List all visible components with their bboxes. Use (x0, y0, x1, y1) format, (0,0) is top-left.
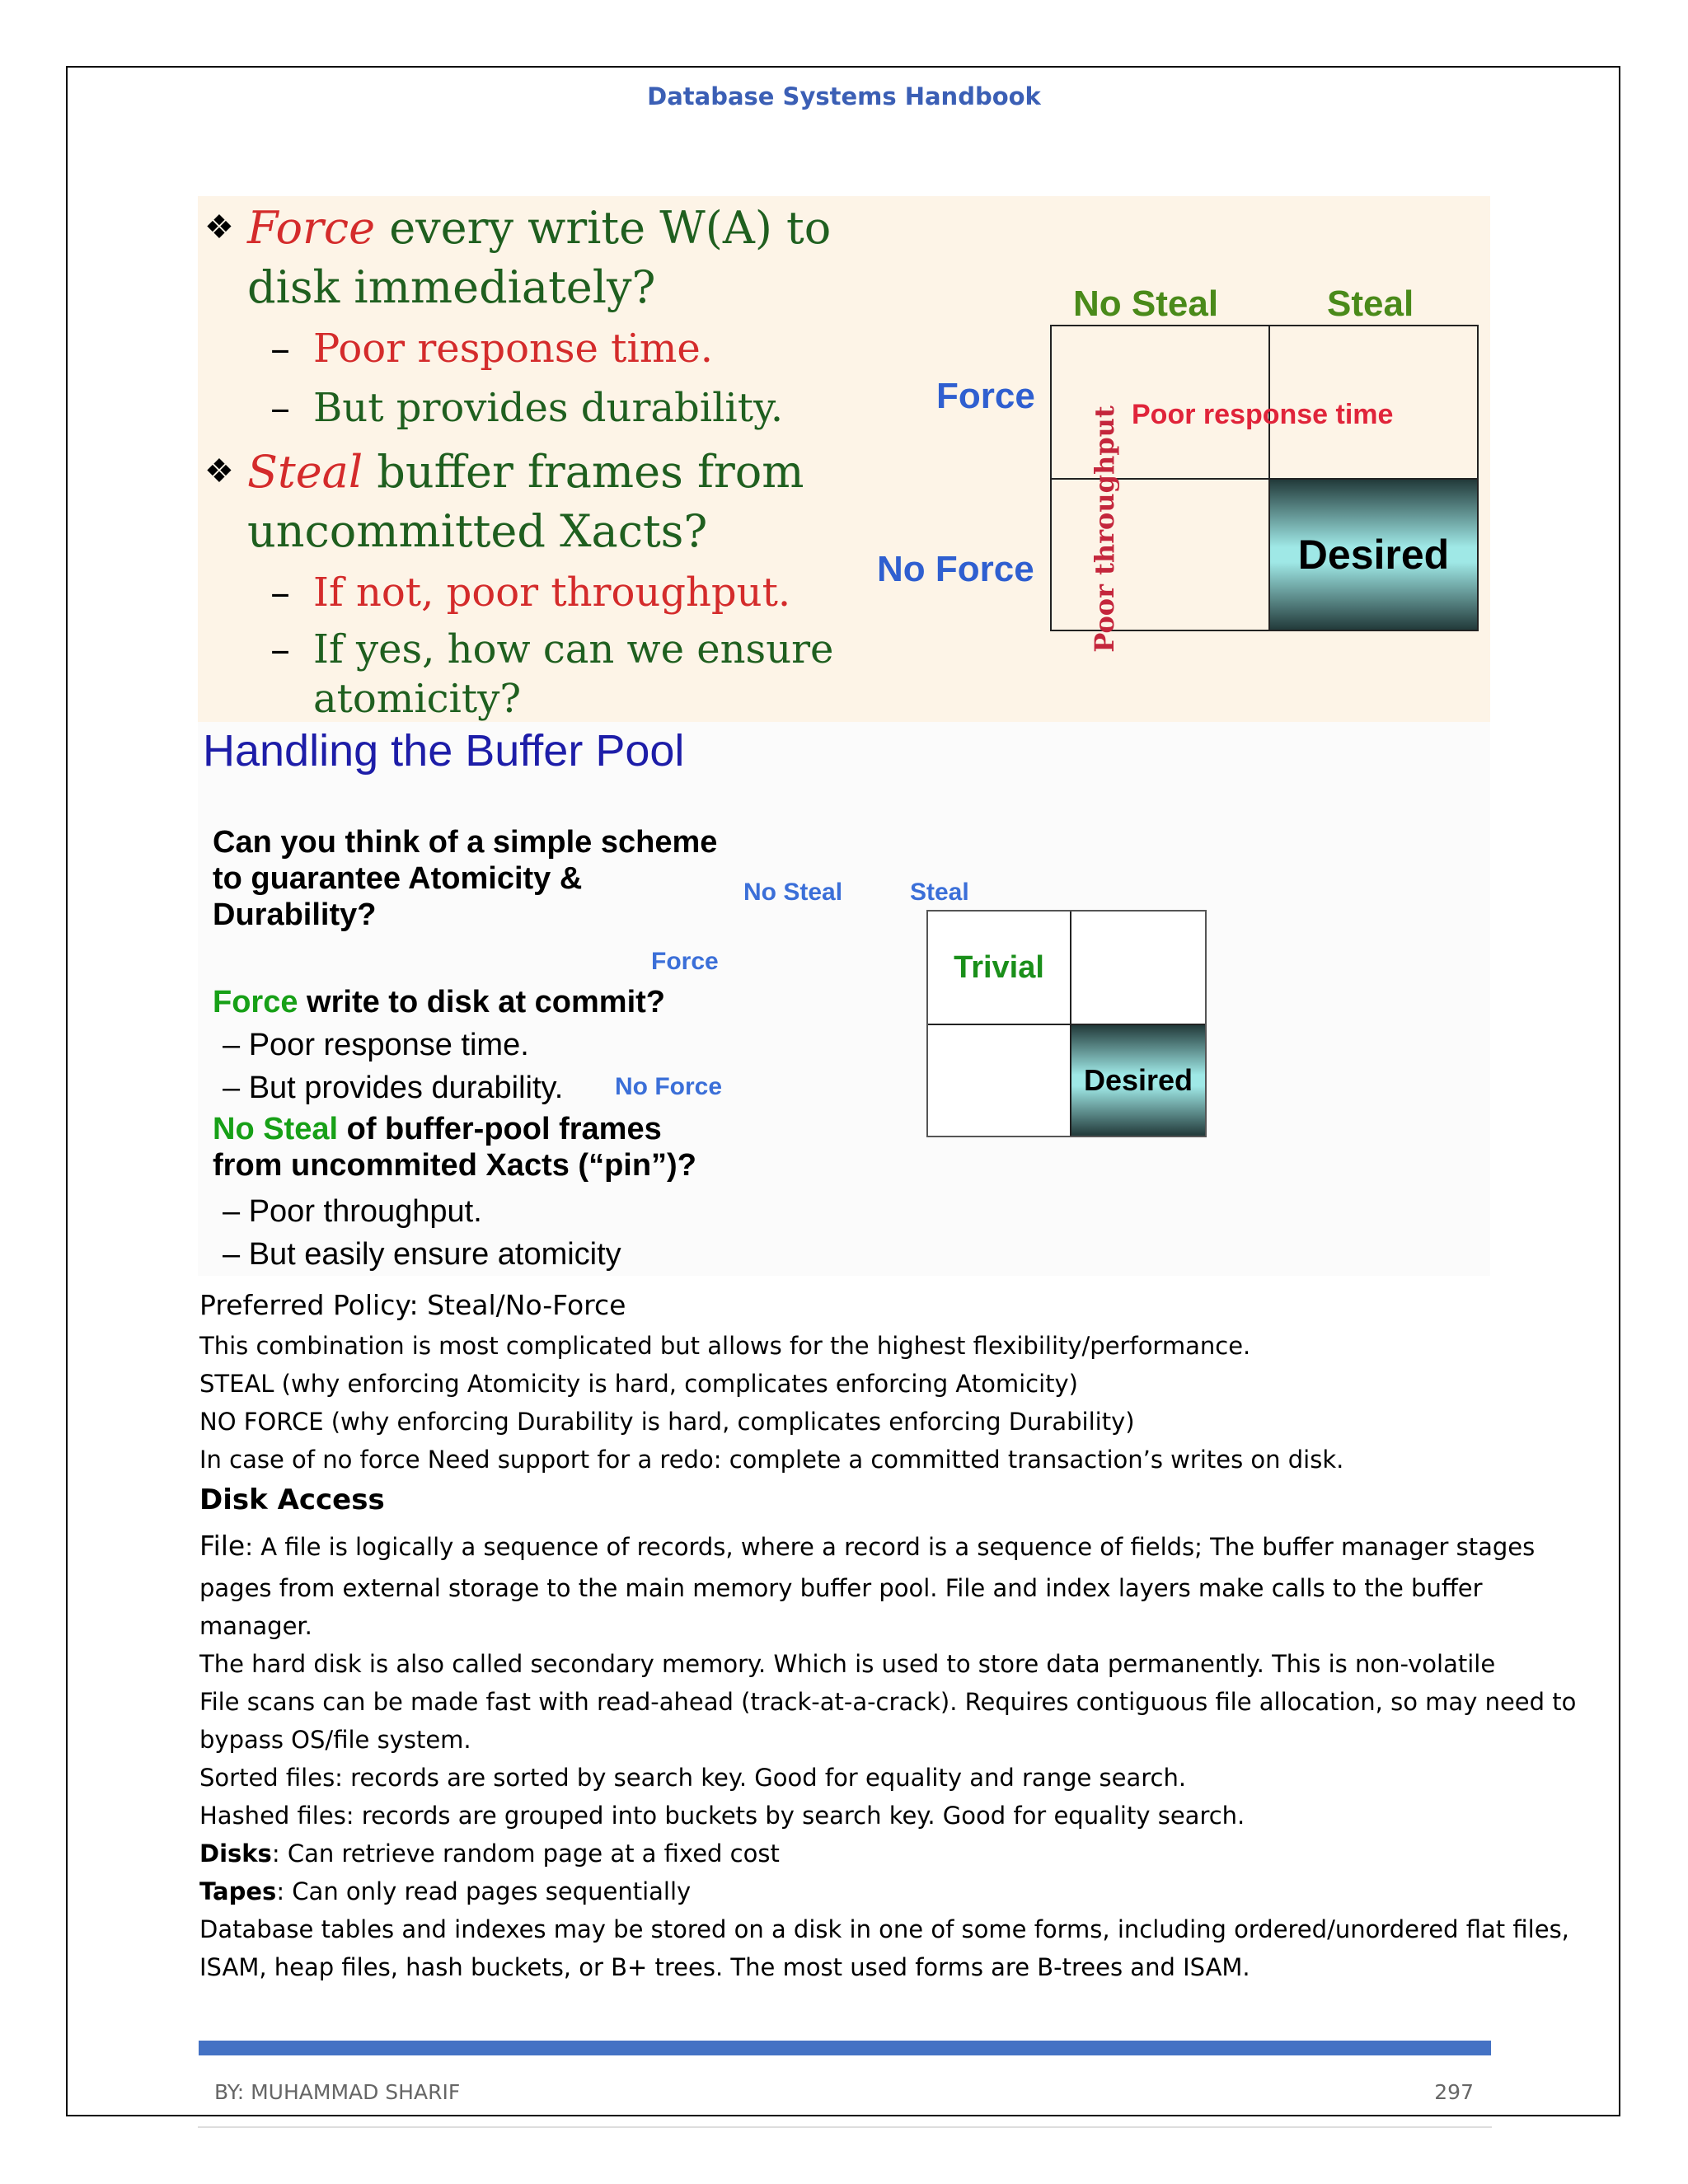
bullet2-text-line2: uncommitted Xacts? (247, 505, 708, 557)
grid1-desired-cell: Desired (1270, 480, 1477, 630)
file-paragraph-line-3: manager. (199, 1612, 312, 1640)
grid1-row-force: Force (936, 376, 1035, 416)
page-header-title: Database Systems Handbook (647, 82, 1041, 110)
slide2-force-sub1: – Poor response time. (223, 1028, 529, 1062)
body-line-8: Sorted files: records are sorted by search key. Good for equality and range search. (199, 1764, 1187, 1792)
grid1-col-no-steal: No Steal (1073, 284, 1219, 324)
slide2-title: Handling the Buffer Pool (203, 726, 685, 776)
grid2-col-steal: Steal (910, 879, 969, 906)
slide2-nosteal-sub1: – Poor throughput. (223, 1194, 482, 1229)
bullet-force (204, 198, 831, 317)
grid1-col-steal: Steal (1327, 284, 1414, 324)
tapes-line: Tapes: Can only read pages sequentially (199, 1877, 692, 1905)
bullet1-text: every write W(A) to (375, 202, 832, 254)
keyword-steal: Steal (247, 446, 363, 498)
grid2-row-no-force: No Force (615, 1073, 723, 1100)
slide-force-steal (198, 196, 1490, 722)
sub-poor-throughput: – If not, poor throughput. (270, 569, 791, 616)
slide2-force-question: Force write to disk at commit? (213, 985, 666, 1019)
footer-rule (199, 2041, 1491, 2055)
preferred-policy: Preferred Policy: Steal/No-Force (199, 1289, 626, 1321)
grid2-row-force: Force (651, 948, 719, 975)
footer-divider (198, 2126, 1492, 2128)
body-line-11: ISAM, heap files, hash buckets, or B+ trees. The most used forms are B-trees and ISAM. (199, 1953, 1250, 1981)
disk-access-heading: Disk Access (199, 1483, 385, 1516)
grid2-desired-cell: Desired (1071, 1025, 1205, 1136)
grid2-matrix (926, 910, 1207, 1137)
disks-line: Disks: Can retrieve random page at a fixed cost (199, 1840, 780, 1868)
label-poor-response-time: Poor response time (1132, 399, 1394, 430)
sub-atomicity: – If yes, how can we ensure atomicity? (270, 626, 834, 722)
bullet2-text: buffer frames from (363, 446, 804, 498)
sub-poor-response: – Poor response time. (270, 326, 713, 372)
grid1-row-no-force: No Force (877, 549, 1034, 589)
grid2-trivial-cell: Trivial (954, 949, 1044, 985)
body-line-3: NO FORCE (why enforcing Durability is hard, complicates enforcing Durability) (199, 1408, 1135, 1436)
bullet1-text-line2: disk immediately? (247, 261, 656, 313)
slide2-nosteal-question: No Steal of buffer-pool frames from uncommited Xacts (“pin”)? (213, 1112, 696, 1183)
slide2-nosteal-sub2: – But easily ensure atomicity (223, 1237, 621, 1272)
body-line-4: In case of no force Need support for a redo: complete a committed transaction’s writes on disk. (199, 1446, 1344, 1474)
body-line-2: STEAL (why enforcing Atomicity is hard, complicates enforcing Atomicity) (199, 1370, 1078, 1398)
body-line-7: bypass OS/file system. (199, 1726, 471, 1754)
keyword-force: Force (247, 202, 376, 254)
body-line-1: This combination is most complicated but allows for the highest flexibility/performance. (199, 1332, 1251, 1360)
bullet-steal (204, 442, 804, 561)
slide2-force-sub2: – But provides durability. (223, 1071, 564, 1105)
footer-page-number: 297 (1434, 2080, 1474, 2104)
diamond-bullet-icon: ❖ (204, 452, 234, 490)
grid2-col-no-steal: No Steal (743, 879, 843, 906)
file-paragraph-line-2: pages from external storage to the main memory buffer pool. File and index layers make calls to the buffer (199, 1574, 1483, 1602)
slide-handling-buffer-pool (198, 722, 1490, 1276)
footer-author: BY: MUHAMMAD SHARIF (214, 2080, 461, 2104)
diamond-bullet-icon: ❖ (204, 209, 234, 246)
body-line-5: The hard disk is also called secondary memory. Which is used to store data permanently. This is non-volatile (199, 1650, 1496, 1678)
body-line-6: File scans can be made fast with read-ahead (track-at-a-crack). Requires contiguous file allocation, so may need to (199, 1688, 1577, 1716)
label-poor-throughput: Poor throughput (1089, 405, 1120, 653)
file-paragraph-line-1: File: A file is logically a sequence of records, where a record is a sequence of fields; The buffer manager stages (199, 1530, 1536, 1562)
sub-durability: – But provides durability. (270, 385, 784, 431)
slide2-question: Can you think of a simple scheme to guarantee Atomicity & Durability? (213, 825, 718, 932)
body-line-10: Database tables and indexes may be stored on a disk in one of some forms, including ordered/unordered flat files, (199, 1915, 1569, 1943)
body-line-9: Hashed files: records are grouped into buckets by search key. Good for equality search. (199, 1802, 1245, 1830)
